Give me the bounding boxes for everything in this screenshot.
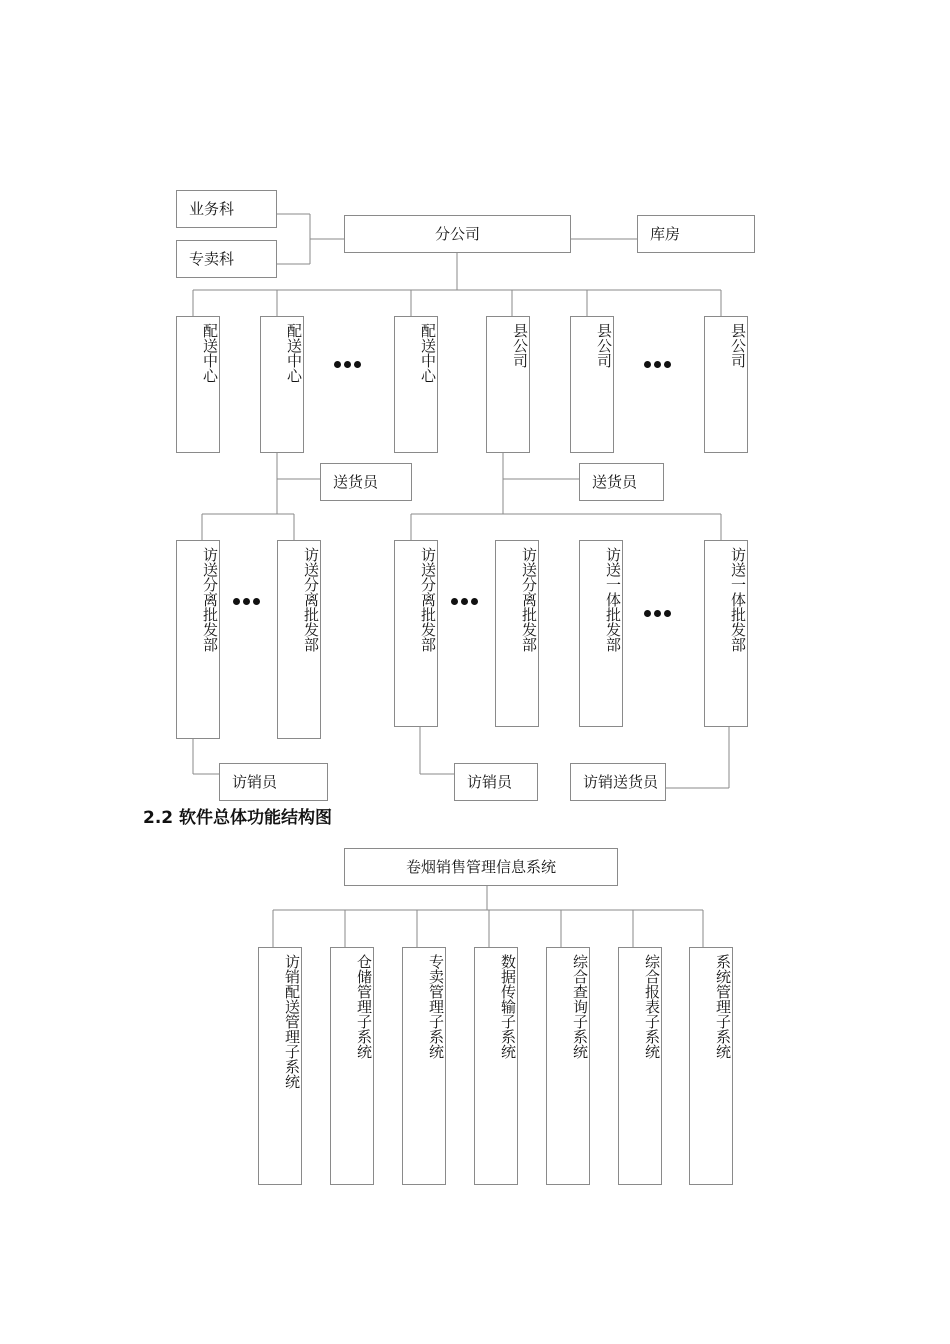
- dept-yewuke: 业务科: [176, 190, 277, 228]
- section-heading: 2.2 软件总体功能结构图: [143, 808, 333, 828]
- module-sales-distribution: 访销配送管理子系统: [258, 947, 302, 1185]
- module-monopoly: 专卖管理子系统: [402, 947, 446, 1185]
- module-data-transfer: 数据传输子系统: [474, 947, 518, 1185]
- node-county-company-1: 县公司: [486, 316, 530, 453]
- node-distribution-center-3: 配送中心: [394, 316, 438, 453]
- node-sales-delivery-person: 访销送货员: [570, 763, 666, 801]
- node-distribution-center-1: 配送中心: [176, 316, 220, 453]
- node-sales-visitor-2: 访销员: [454, 763, 538, 801]
- node-county-company-3: 县公司: [704, 316, 748, 453]
- dept-zhuanmaike: 专卖科: [176, 240, 277, 278]
- node-delivery-person-2: 送货员: [579, 463, 664, 501]
- node-county-company-2: 县公司: [570, 316, 614, 453]
- node-separate-wholesale-2: 访送分离批发部: [277, 540, 321, 739]
- ellipsis-icon: [233, 598, 260, 605]
- node-sales-visitor-1: 访销员: [219, 763, 328, 801]
- node-system-root: 卷烟销售管理信息系统: [344, 848, 618, 886]
- module-integrated-report: 综合报表子系统: [618, 947, 662, 1185]
- node-integrated-wholesale-1: 访送一体批发部: [579, 540, 623, 727]
- node-separate-wholesale-1: 访送分离批发部: [176, 540, 220, 739]
- ellipsis-icon: [644, 610, 671, 617]
- node-integrated-wholesale-2: 访送一体批发部: [704, 540, 748, 727]
- module-integrated-query: 综合查询子系统: [546, 947, 590, 1185]
- ellipsis-icon: [451, 598, 478, 605]
- node-branch-company: 分公司: [344, 215, 571, 253]
- module-system-admin: 系统管理子系统: [689, 947, 733, 1185]
- node-distribution-center-2: 配送中心: [260, 316, 304, 453]
- node-warehouse: 库房: [637, 215, 755, 253]
- node-separate-wholesale-3: 访送分离批发部: [394, 540, 438, 727]
- ellipsis-icon: [334, 361, 361, 368]
- module-warehouse: 仓储管理子系统: [330, 947, 374, 1185]
- node-delivery-person-1: 送货员: [320, 463, 412, 501]
- ellipsis-icon: [644, 361, 671, 368]
- node-separate-wholesale-4: 访送分离批发部: [495, 540, 539, 727]
